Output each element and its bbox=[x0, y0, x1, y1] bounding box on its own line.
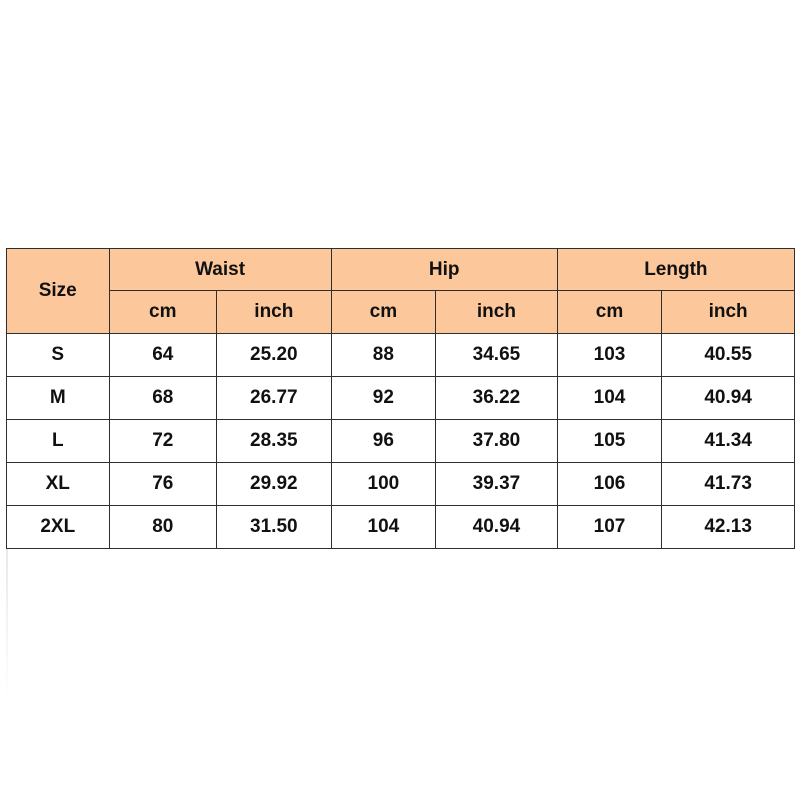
unit-header: inch bbox=[217, 291, 332, 334]
measurement-cell: 40.94 bbox=[436, 506, 558, 549]
measurement-cell: 105 bbox=[557, 420, 662, 463]
size-cell: L bbox=[7, 420, 110, 463]
table-row bbox=[7, 377, 795, 420]
measurement-cell: 72 bbox=[109, 420, 217, 463]
size-cell: S bbox=[7, 334, 110, 377]
unit-header: cm bbox=[557, 291, 662, 334]
table-row bbox=[7, 420, 795, 463]
hip-header: Hip bbox=[331, 249, 557, 291]
measurement-cell: 88 bbox=[331, 334, 436, 377]
length-header: Length bbox=[557, 249, 794, 291]
measurement-cell: 36.22 bbox=[436, 377, 558, 420]
measurement-cell: 42.13 bbox=[662, 506, 795, 549]
measurement-cell: 76 bbox=[109, 463, 217, 506]
unit-header: cm bbox=[331, 291, 436, 334]
measurement-cell: 41.73 bbox=[662, 463, 795, 506]
measurement-cell: 40.55 bbox=[662, 334, 795, 377]
measurement-cell: 104 bbox=[331, 506, 436, 549]
measurement-cell: 104 bbox=[557, 377, 662, 420]
size-header: Size bbox=[7, 249, 110, 334]
measurement-cell: 64 bbox=[109, 334, 217, 377]
measurement-cell: 106 bbox=[557, 463, 662, 506]
edge-shadow bbox=[6, 549, 8, 699]
table-row bbox=[7, 506, 795, 549]
measurement-cell: 26.77 bbox=[217, 377, 332, 420]
header-row-groups bbox=[7, 249, 795, 291]
measurement-cell: 96 bbox=[331, 420, 436, 463]
size-chart bbox=[6, 248, 795, 549]
table-row bbox=[7, 334, 795, 377]
table-header bbox=[7, 249, 795, 334]
size-cell: 2XL bbox=[7, 506, 110, 549]
measurement-cell: 68 bbox=[109, 377, 217, 420]
measurement-cell: 29.92 bbox=[217, 463, 332, 506]
unit-header: inch bbox=[436, 291, 558, 334]
size-cell: M bbox=[7, 377, 110, 420]
table-body bbox=[7, 334, 795, 549]
measurement-cell: 100 bbox=[331, 463, 436, 506]
measurement-cell: 25.20 bbox=[217, 334, 332, 377]
measurement-cell: 40.94 bbox=[662, 377, 795, 420]
measurement-cell: 28.35 bbox=[217, 420, 332, 463]
measurement-cell: 80 bbox=[109, 506, 217, 549]
header-row-units bbox=[7, 291, 795, 334]
measurement-cell: 107 bbox=[557, 506, 662, 549]
measurement-cell: 41.34 bbox=[662, 420, 795, 463]
measurement-cell: 31.50 bbox=[217, 506, 332, 549]
measurement-cell: 39.37 bbox=[436, 463, 558, 506]
table-row bbox=[7, 463, 795, 506]
measurement-cell: 34.65 bbox=[436, 334, 558, 377]
unit-header: cm bbox=[109, 291, 217, 334]
measurement-cell: 92 bbox=[331, 377, 436, 420]
measurement-cell: 103 bbox=[557, 334, 662, 377]
size-cell: XL bbox=[7, 463, 110, 506]
size-chart-table bbox=[6, 248, 795, 549]
waist-header: Waist bbox=[109, 249, 331, 291]
measurement-cell: 37.80 bbox=[436, 420, 558, 463]
unit-header: inch bbox=[662, 291, 795, 334]
